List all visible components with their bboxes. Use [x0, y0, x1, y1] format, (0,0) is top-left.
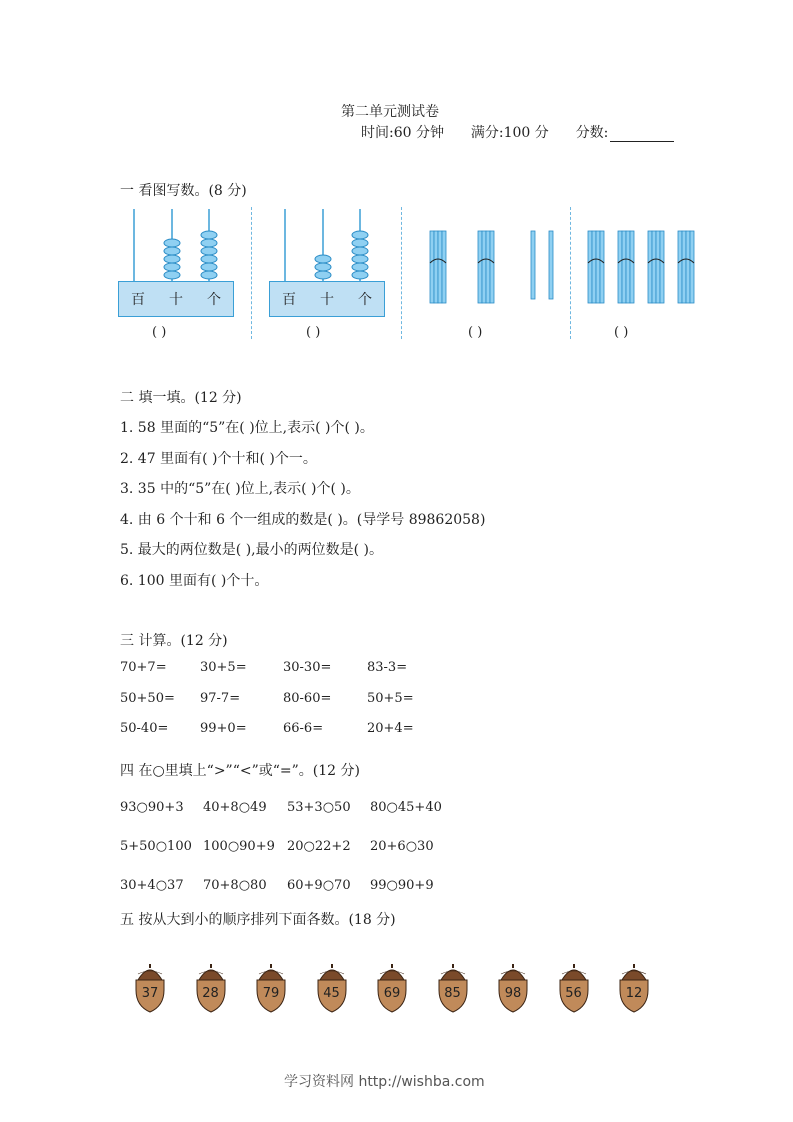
- calc-problem[interactable]: 50+5=: [367, 691, 414, 706]
- calc-problem[interactable]: 50-40=: [120, 721, 169, 736]
- compare-problem[interactable]: 30+4○37: [120, 878, 184, 893]
- hundreds-label: 百: [282, 292, 296, 308]
- tens-label: 十: [169, 292, 183, 308]
- ones-label: 个: [358, 292, 372, 308]
- section3-heading: 三 计算。(12 分): [120, 633, 228, 649]
- calc-row: [120, 721, 414, 736]
- fill-item[interactable]: 5. 最大的两位数是( ),最小的两位数是( )。: [120, 542, 384, 558]
- acorn-icon[interactable]: [191, 962, 231, 1014]
- bundle-icon: [588, 231, 604, 303]
- calc-problem[interactable]: 83-3=: [367, 660, 408, 675]
- fill-item[interactable]: 6. 100 里面有( )个十。: [120, 573, 269, 589]
- abacus-1-ones-beads: [201, 231, 217, 279]
- abacus-2-rods: [269, 205, 389, 287]
- calc-problem[interactable]: 50+50=: [120, 691, 175, 706]
- acorn-icon[interactable]: [493, 962, 533, 1014]
- bundle-icon: [678, 231, 694, 303]
- hundreds-label: 百: [131, 292, 145, 308]
- single-stick-icon: [531, 231, 535, 299]
- footer-text: 学习资料网 http://wishba.com: [284, 1074, 485, 1090]
- stick-bundles-2: [584, 205, 704, 315]
- time-info: [361, 122, 674, 142]
- divider: [251, 207, 252, 339]
- fill-item[interactable]: 4. 由 6 个十和 6 个一组成的数是( )。(导学号 89862058): [120, 512, 486, 528]
- divider: [401, 207, 402, 339]
- section1-figures: [118, 205, 704, 345]
- compare-problem[interactable]: 20○22+2: [287, 839, 351, 854]
- fill-item[interactable]: 2. 47 里面有( )个十和( )个一。: [120, 451, 317, 467]
- compare-row: [120, 839, 434, 854]
- compare-problem[interactable]: 53+3○50: [287, 800, 351, 815]
- section4-heading: 四 在○里填上“>”“<”或“=”。(12 分): [120, 763, 360, 779]
- calc-problem[interactable]: 70+7=: [120, 660, 167, 675]
- compare-problem[interactable]: 60+9○70: [287, 878, 351, 893]
- acorn-icon[interactable]: [372, 962, 412, 1014]
- abacus-2-place-values: [269, 281, 385, 317]
- calc-problem[interactable]: 20+4=: [367, 721, 414, 736]
- section1-heading: 一 看图写数。(8 分): [120, 183, 247, 199]
- full-score: 满分:100 分: [470, 125, 549, 141]
- calc-problem[interactable]: 30-30=: [283, 660, 332, 675]
- compare-problem[interactable]: 5+50○100: [120, 839, 192, 854]
- compare-problem[interactable]: 100○90+9: [203, 839, 275, 854]
- acorn-row: [130, 962, 670, 1018]
- section2-heading: 二 填一填。(12 分): [120, 390, 242, 406]
- acorn-icon[interactable]: [433, 962, 473, 1014]
- acorn-icon[interactable]: [312, 962, 352, 1014]
- calc-problem[interactable]: 97-7=: [200, 691, 241, 706]
- single-stick-icon: [549, 231, 553, 299]
- calc-problem[interactable]: 30+5=: [200, 660, 247, 675]
- acorn-number: 28: [202, 986, 219, 1001]
- bundle-icon: [430, 231, 446, 303]
- abacus-1-place-values: [118, 281, 234, 317]
- score-label: 分数:: [575, 125, 609, 141]
- acorn-number: 79: [262, 986, 280, 1001]
- bundle-icon: [648, 231, 664, 303]
- sticks-2-answer[interactable]: ( ): [614, 325, 629, 340]
- compare-row: [120, 878, 434, 893]
- calc-problem[interactable]: 99+0=: [200, 721, 247, 736]
- bundle-icon: [478, 231, 494, 303]
- time-limit: 时间:60 分钟: [361, 125, 444, 141]
- compare-problem[interactable]: 70+8○80: [203, 878, 267, 893]
- acorn-number: 69: [383, 986, 401, 1001]
- stick-bundles-1: [418, 205, 568, 315]
- acorn-number: 12: [625, 986, 643, 1001]
- acorn-number: 98: [504, 986, 522, 1001]
- acorn-icon[interactable]: [614, 962, 654, 1014]
- compare-row: [120, 800, 442, 815]
- acorn-number: 85: [444, 986, 461, 1001]
- tens-label: 十: [320, 292, 334, 308]
- abacus-1-tens-beads: [164, 239, 180, 279]
- calc-problem[interactable]: 80-60=: [283, 691, 332, 706]
- calc-problem[interactable]: 66-6=: [283, 721, 324, 736]
- acorn-number: 56: [565, 986, 582, 1001]
- sticks-1-answer[interactable]: ( ): [468, 325, 483, 340]
- compare-problem[interactable]: 40+8○49: [203, 800, 267, 815]
- acorn-icon[interactable]: [251, 962, 291, 1014]
- abacus-2-ones-beads: [352, 231, 368, 279]
- divider: [570, 207, 571, 339]
- fill-item[interactable]: 3. 35 中的“5”在( )位上,表示( )个( )。: [120, 481, 360, 497]
- abacus-1-rods: [118, 205, 238, 287]
- fill-item[interactable]: 1. 58 里面的“5”在( )位上,表示( )个( )。: [120, 420, 374, 436]
- abacus-2-tens-beads: [315, 255, 331, 279]
- calc-row: [120, 691, 414, 706]
- acorn-icon[interactable]: [554, 962, 594, 1014]
- acorn-icon[interactable]: [130, 962, 170, 1014]
- score-blank[interactable]: [610, 127, 674, 142]
- compare-problem[interactable]: 20+6○30: [370, 839, 434, 854]
- acorn-number: 45: [323, 986, 340, 1001]
- calc-row: [120, 660, 407, 675]
- ones-label: 个: [207, 292, 221, 308]
- page-title: 第二单元测试卷: [341, 104, 439, 120]
- compare-problem[interactable]: 80○45+40: [370, 800, 442, 815]
- abacus-2-answer[interactable]: ( ): [306, 325, 321, 340]
- compare-problem[interactable]: 99○90+9: [370, 878, 434, 893]
- abacus-1-answer[interactable]: ( ): [152, 325, 167, 340]
- bundle-icon: [618, 231, 634, 303]
- section5-heading: 五 按从大到小的顺序排列下面各数。(18 分): [120, 912, 396, 928]
- compare-problem[interactable]: 93○90+3: [120, 800, 184, 815]
- acorn-number: 37: [141, 986, 159, 1001]
